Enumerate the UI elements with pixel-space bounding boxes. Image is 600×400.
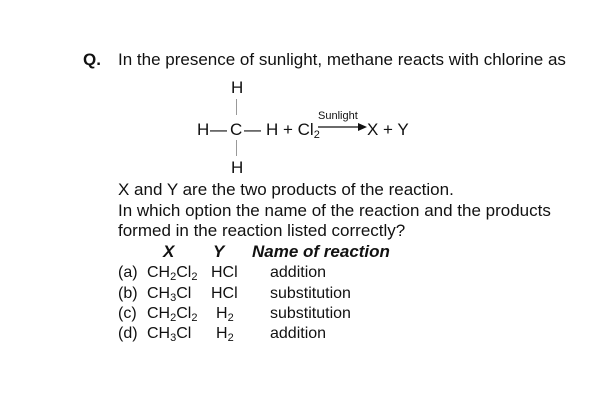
bond-left: — bbox=[210, 120, 227, 139]
question-label: Q. bbox=[83, 50, 101, 69]
option-c-x: $CH_2Cl_2$ bbox=[147, 305, 198, 324]
atom-carbon: C bbox=[230, 120, 243, 139]
question-line-2: X and Y are the two products of the reaction. bbox=[118, 180, 454, 199]
bond-right: — bbox=[244, 120, 261, 139]
atom-h-bottom: H bbox=[231, 158, 244, 177]
question-line-4: formed in the reaction listed correctly? bbox=[118, 221, 406, 240]
condition-label: Sunlight bbox=[318, 110, 358, 122]
option-a-x: $CH_2Cl_2$ bbox=[147, 264, 198, 283]
option-d-x: $CH_3Cl$ bbox=[147, 325, 192, 344]
option-d-name: addition bbox=[270, 325, 327, 342]
option-a-y: HCl bbox=[211, 264, 238, 281]
products-text: X + Y bbox=[367, 120, 409, 139]
option-b-y: HCl bbox=[211, 285, 238, 302]
equation-rhs bbox=[266, 120, 320, 140]
option-d-y: $H_2$ bbox=[216, 325, 234, 344]
option-c-name: substitution bbox=[270, 305, 351, 322]
option-d-label[interactable]: (d) bbox=[118, 325, 138, 342]
cl-subscript: 2 bbox=[313, 129, 320, 141]
atom-h-left: H bbox=[197, 120, 210, 139]
question-intro: In the presence of sunlight, methane reacts with chlorine as bbox=[118, 50, 566, 69]
bond-vertical-bottom bbox=[236, 140, 237, 156]
option-b-name: substitution bbox=[270, 285, 351, 302]
option-a-label[interactable]: (a) bbox=[118, 264, 138, 281]
hcl2-text: H + Cl bbox=[266, 120, 314, 139]
question-line-3: In which option the name of the reaction and the products bbox=[118, 201, 551, 220]
header-y: Y bbox=[213, 242, 225, 261]
atom-h-top: H bbox=[231, 78, 244, 97]
option-c-y: $H_2$ bbox=[216, 305, 234, 324]
option-c-label[interactable]: (c) bbox=[118, 305, 137, 322]
header-x: X bbox=[163, 242, 175, 261]
option-a-name: addition bbox=[270, 264, 327, 281]
option-b-x: $CH_3Cl$ bbox=[147, 285, 192, 304]
reaction-arrow bbox=[318, 121, 368, 133]
bond-vertical-top bbox=[236, 99, 237, 115]
option-b-label[interactable]: (b) bbox=[118, 285, 138, 302]
header-reaction-name: Name of reaction bbox=[252, 242, 390, 261]
